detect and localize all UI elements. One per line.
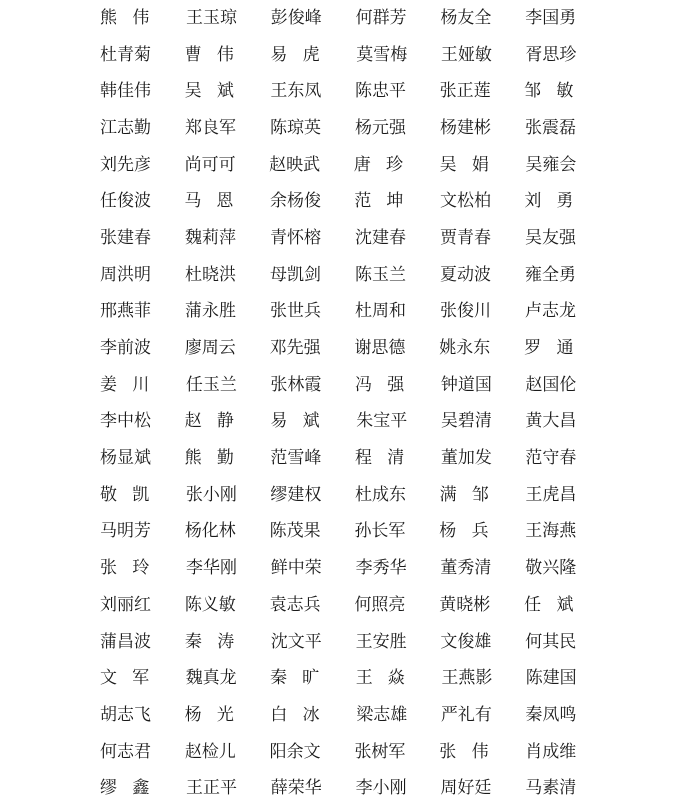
name-entry: 吴友强 [525,227,576,248]
name-entry: 王东凤 [270,81,322,102]
name-entry: 张建春 [100,227,151,248]
name-row [100,770,610,807]
name-row [100,440,610,477]
name-row [100,0,610,37]
name-row [100,734,610,771]
name-entry: 杨 兵 [439,521,489,542]
name-entry: 吴碧清 [440,411,492,432]
name-entry: 敬 凯 [100,484,150,505]
name-entry: 李小刚 [355,778,407,799]
name-entry: 何其民 [525,631,577,652]
name-entry: 王安胜 [355,631,407,652]
name-entry: 王虎昌 [525,484,577,505]
name-entry: 缪 鑫 [100,778,150,799]
name-row [100,550,610,587]
name-entry: 阳余文 [269,741,321,762]
name-entry: 杨友全 [440,7,492,28]
name-entry: 梁志雄 [356,704,408,725]
name-entry: 魏莉萍 [185,227,236,248]
name-row [100,147,610,184]
name-entry: 王娅敏 [440,44,492,65]
name-entry: 任 斌 [524,594,574,615]
name-entry: 陈忠平 [355,81,406,102]
name-entry: 熊 勤 [184,448,234,469]
name-entry: 夏动波 [440,264,491,285]
name-entry: 杨显斌 [100,448,151,469]
name-entry: 吴雍会 [525,154,577,175]
name-row [100,587,610,624]
name-list-grid [100,0,610,807]
name-entry: 缪建权 [270,484,322,505]
name-entry: 袁志兵 [269,594,321,615]
name-entry: 刘丽红 [100,594,151,615]
name-entry: 胡志飞 [100,704,151,725]
name-entry: 李前波 [100,338,151,359]
name-entry: 母凯剑 [270,264,321,285]
name-entry: 何志君 [100,741,151,762]
name-entry: 董秀清 [440,558,492,579]
name-entry: 邢燕菲 [100,301,151,322]
name-entry: 范雪峰 [270,448,322,469]
name-entry: 敬兴隆 [525,558,577,579]
name-entry: 张世兵 [270,301,321,322]
name-entry: 王海燕 [525,521,577,542]
name-entry: 曹 伟 [184,44,234,65]
name-entry: 任玉兰 [185,374,237,395]
name-entry: 李华刚 [185,558,237,579]
name-entry: 文俊雄 [440,631,492,652]
name-row [100,697,610,734]
name-entry: 李国勇 [525,7,577,28]
name-entry: 程 清 [355,448,405,469]
name-entry: 张树军 [354,741,406,762]
name-entry: 易 虎 [270,44,320,65]
name-row [100,660,610,697]
name-row [100,330,610,367]
name-entry: 吴 娟 [439,154,489,175]
name-entry: 范守春 [525,448,577,469]
name-entry: 任俊波 [100,191,151,212]
name-entry: 陈建国 [525,668,577,689]
name-entry: 陈琼英 [270,117,321,138]
name-entry: 秦凤鸣 [525,704,577,725]
name-entry: 张 玲 [100,558,150,579]
name-entry: 蒲永胜 [185,301,236,322]
name-entry: 张正莲 [439,81,491,102]
name-entry: 文 军 [100,668,150,689]
name-entry: 沈建春 [355,227,406,248]
name-entry: 杨 光 [184,704,234,725]
name-entry: 熊 伟 [100,7,150,28]
name-entry: 彭俊峰 [270,7,322,28]
name-row [100,257,610,294]
name-entry: 谢思德 [354,338,406,359]
name-row [100,110,610,147]
name-entry: 董加发 [440,448,492,469]
name-entry: 罗 通 [524,338,574,359]
name-entry: 秦 涛 [184,631,235,652]
name-entry: 张震磊 [525,117,576,138]
name-entry: 钟道国 [440,374,492,395]
name-entry: 严礼有 [440,704,492,725]
name-entry: 马素清 [525,778,577,799]
name-entry: 蒲昌波 [100,631,151,652]
name-entry: 白 冰 [270,704,320,725]
name-entry: 卢志龙 [525,301,576,322]
name-row [100,294,610,331]
name-row [100,37,610,74]
name-entry: 杨建彬 [440,117,491,138]
name-entry: 范 坤 [354,191,404,212]
name-entry: 赵检儿 [184,741,236,762]
name-entry: 郑良军 [185,117,236,138]
name-row [100,220,610,257]
name-entry: 黄晓彬 [439,594,491,615]
name-entry: 邹 敏 [524,81,574,102]
name-entry: 江志勤 [100,117,151,138]
name-entry: 刘先彦 [100,154,151,175]
name-row [100,477,610,514]
name-entry: 杜周和 [355,301,406,322]
name-entry: 青怀榕 [270,227,321,248]
name-entry: 马 恩 [184,191,234,212]
name-entry: 何群芳 [355,7,407,28]
name-entry: 刘 勇 [524,191,574,212]
name-entry: 杨化林 [184,521,236,542]
name-entry: 廖周云 [184,338,236,359]
name-entry: 马明芳 [100,521,151,542]
name-entry: 姜 川 [100,374,150,395]
name-entry: 陈玉兰 [355,264,406,285]
name-entry: 冯 强 [355,374,405,395]
name-entry: 魏真龙 [185,668,237,689]
name-row [100,367,610,404]
name-entry: 陈茂果 [269,521,321,542]
name-row [100,73,610,110]
name-entry: 鲜中荣 [270,558,322,579]
name-entry: 张 伟 [439,741,489,762]
name-entry: 朱宝平 [356,411,408,432]
name-entry: 张小刚 [185,484,237,505]
name-entry: 杨元强 [355,117,406,138]
name-entry: 杜晓洪 [185,264,236,285]
name-entry: 赵国伦 [525,374,577,395]
name-entry: 李中松 [100,411,151,432]
name-entry: 王燕影 [441,668,493,689]
name-row [100,514,610,551]
name-entry: 王正平 [185,778,237,799]
name-entry: 薛荣华 [270,778,322,799]
name-entry: 尚可可 [184,154,236,175]
name-entry: 吴 斌 [184,81,234,102]
name-entry: 张俊川 [440,301,491,322]
name-entry: 余杨俊 [270,191,321,212]
name-entry: 贾青春 [440,227,491,248]
name-entry: 李秀华 [355,558,407,579]
name-entry: 姚永东 [439,338,491,359]
name-entry: 韩佳伟 [100,81,151,102]
name-entry: 张林霞 [270,374,322,395]
name-entry: 黄大昌 [525,411,577,432]
name-entry: 沈文平 [270,631,322,652]
name-row [100,404,610,441]
name-entry: 王玉琼 [185,7,237,28]
name-entry: 邓先强 [269,338,321,359]
name-entry: 赵映武 [269,154,321,175]
name-entry: 易 斌 [270,411,320,432]
name-entry: 秦 旷 [270,668,320,689]
name-entry: 杜青菊 [100,44,151,65]
name-entry: 何照亮 [354,594,406,615]
name-entry: 杜成东 [355,484,406,505]
name-row [100,183,610,220]
name-entry: 胥思珍 [525,44,577,65]
name-entry: 雍全勇 [525,264,576,285]
name-entry: 肖成维 [525,741,577,762]
name-entry: 文松柏 [440,191,491,212]
name-entry: 莫雪梅 [356,44,408,65]
name-entry: 赵 静 [184,411,234,432]
name-entry: 唐 珍 [353,154,403,175]
name-row [100,624,610,661]
name-entry: 陈义敏 [184,594,236,615]
name-entry: 王 焱 [355,668,405,689]
name-entry: 满 邹 [439,484,489,505]
name-entry: 周好廷 [440,778,492,799]
name-entry: 孙长军 [354,521,406,542]
name-entry: 周洪明 [100,264,151,285]
